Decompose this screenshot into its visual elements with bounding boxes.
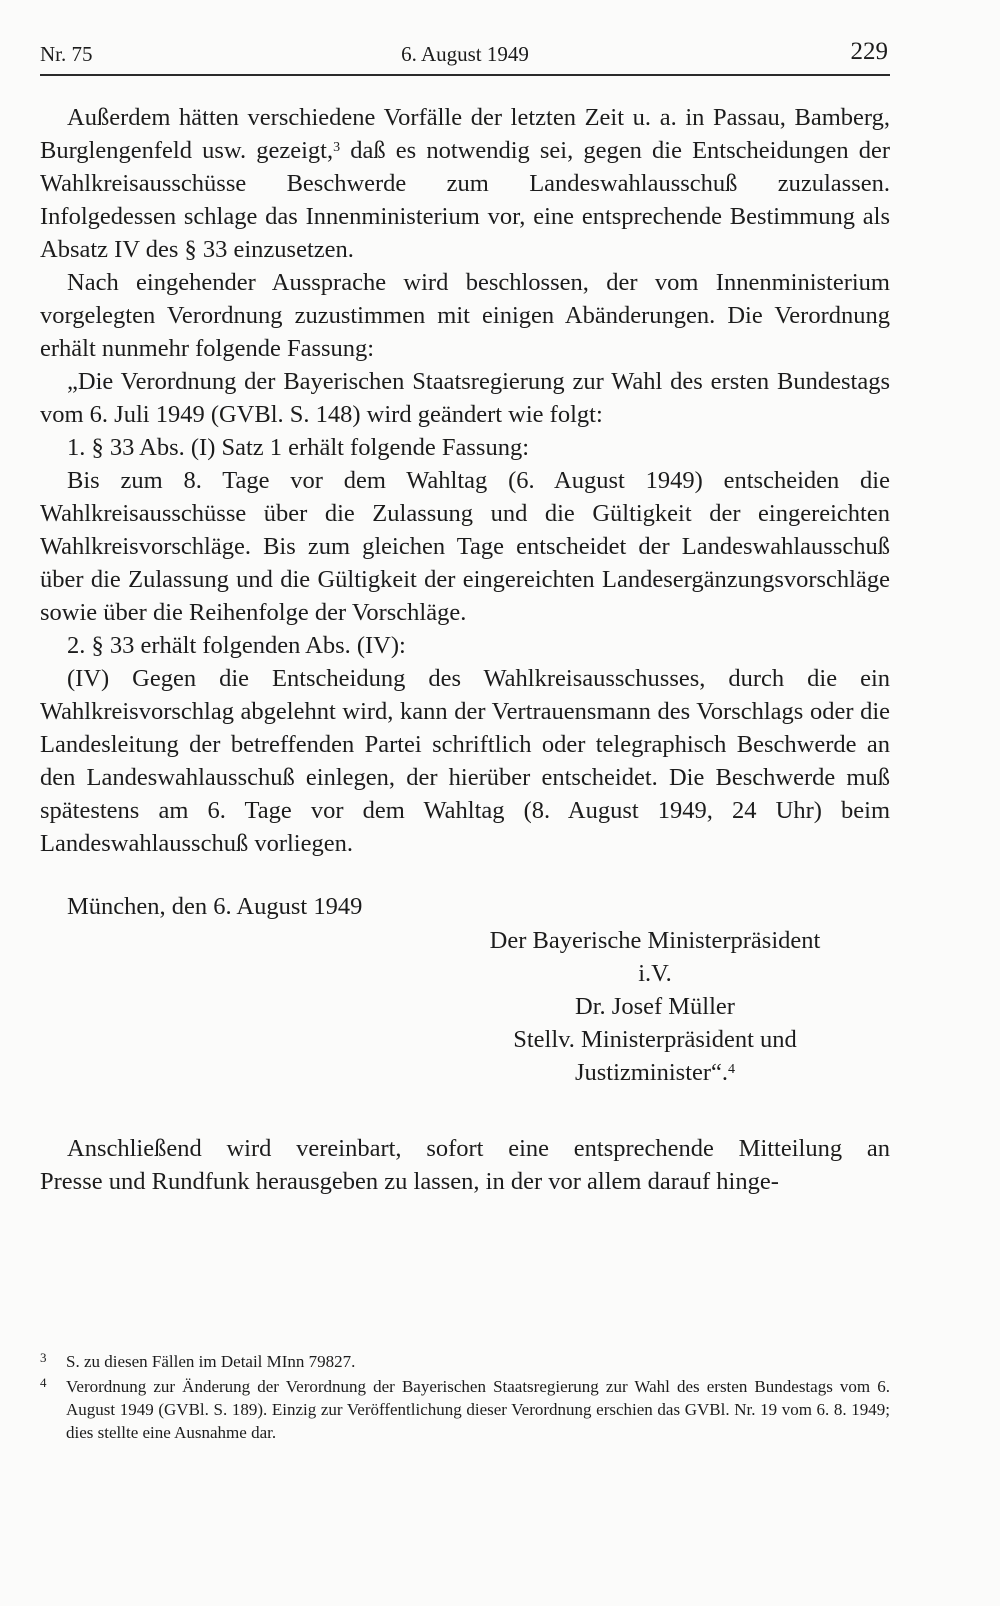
closing-paragraph [40,1132,890,1198]
amendment-item-1: 1. § 33 Abs. (I) Satz 1 erhält folgende Fassung: [67,434,530,461]
paragraph-1: Außerdem hätten verschiedene Vorfälle der letzten Zeit u. a. in Passau, Bamberg, Burglengenfeld usw. gezeigt,$^3$ daß es notwendig sei, gegen die Entscheidungen der Wahlkreisausschüsse Beschwerde zum Landeswahlausschuß zuzulassen. Infolgedessen schlage das Innenministerium vor, eine entsprechende Bestimmung als Absatz IV des § 33 einzusetzen. [40,104,890,263]
footnote-ref-3: 3 [333,140,341,155]
signature-block [440,924,870,1089]
paragraph-7: (IV) Gegen die Entscheidung des Wahlkreisausschusses, durch die ein Wahlkreisvorschlag abgelehnt wird, kann der Vertrauensmann des Vorschlags oder die Landesleitung der betreffenden Partei schriftlich oder telegraphisch Beschwerde an den Landeswahlausschuß einlegen, der hierüber entscheidet. Die Beschwerde muß spätestens am 6. Tage vor dem Wahltag (8. August 1949, 24 Uhr) beim Landeswahlausschuß vorliegen. [40,665,890,857]
main-text [40,101,890,860]
footnote-number: 3 [40,1350,47,1365]
amendment-item-2: 2. § 33 erhält folgenden Abs. (IV): [67,632,406,659]
footnote-4 [40,1375,890,1444]
closing-line-1: Anschließend wird vereinbart, sofort eine entsprechende Mitteilung an [67,1135,890,1162]
page-number: 229 [850,38,888,65]
footnote-ref-4: 4 [728,1062,736,1077]
paragraph-3: „Die Verordnung der Bayerischen Staatsregierung zur Wahl des ersten Bundestags vom 6. Juli 1949 (GVBl. S. 148) wird geändert wie folgt: [40,368,890,428]
signature-line-3: Dr. Josef Müller [575,993,735,1020]
signature-line-2: i.V. [638,960,672,987]
signature-line-4: Stellv. Ministerpräsident und [513,1026,797,1053]
footnote-number: 4 [40,1375,47,1390]
signature-line-1: Der Bayerische Ministerpräsident [489,927,821,954]
footnote-3 [40,1350,890,1373]
footnote-text: Verordnung zur Änderung der Verordnung der Bayerischen Staatsregierung zur Wahl des ersten Bundestags vom 6. August 1949 (GVBl. S. 189). Einzig zur Veröffentlichung dieser Verordnung erschien das GVBl. Nr. 19 vom 6. 8. 1949; dies stellte eine Ausnahme dar. [66,1377,890,1442]
place-date: München, den 6. August 1949 [67,893,363,920]
footnotes [40,1350,890,1444]
header-date: 6. August 1949 [401,42,529,66]
running-header [40,38,890,76]
issue-number: Nr. 75 [40,42,93,66]
footnote-text: S. zu diesen Fällen im Detail MInn 79827. [66,1352,356,1371]
paragraph-2: Nach eingehender Aussprache wird beschlossen, der vom Innenministerium vorgelegten Verordnung zuzustimmen mit einigen Abänderungen. Die Verordnung erhält nunmehr folgende Fassung: [40,269,890,362]
closing-line-2: Presse und Rundfunk herausgeben zu lassen, in der vor allem darauf hinge- [40,1168,779,1195]
paragraph-5: Bis zum 8. Tage vor dem Wahltag (6. August 1949) entscheiden die Wahlkreisausschüsse über die Zulassung und die Gültigkeit der eingereichten Wahlkreisvorschläge. Bis zum gleichen Tage entscheidet der Landeswahlausschuß über die Zulassung und die Gültigkeit der eingereichten Landesergänzungsvorschläge sowie über die Reihenfolge der Vorschläge. [40,467,890,626]
signature-line-5: Justizminister“.$^4$ [574,1059,736,1086]
